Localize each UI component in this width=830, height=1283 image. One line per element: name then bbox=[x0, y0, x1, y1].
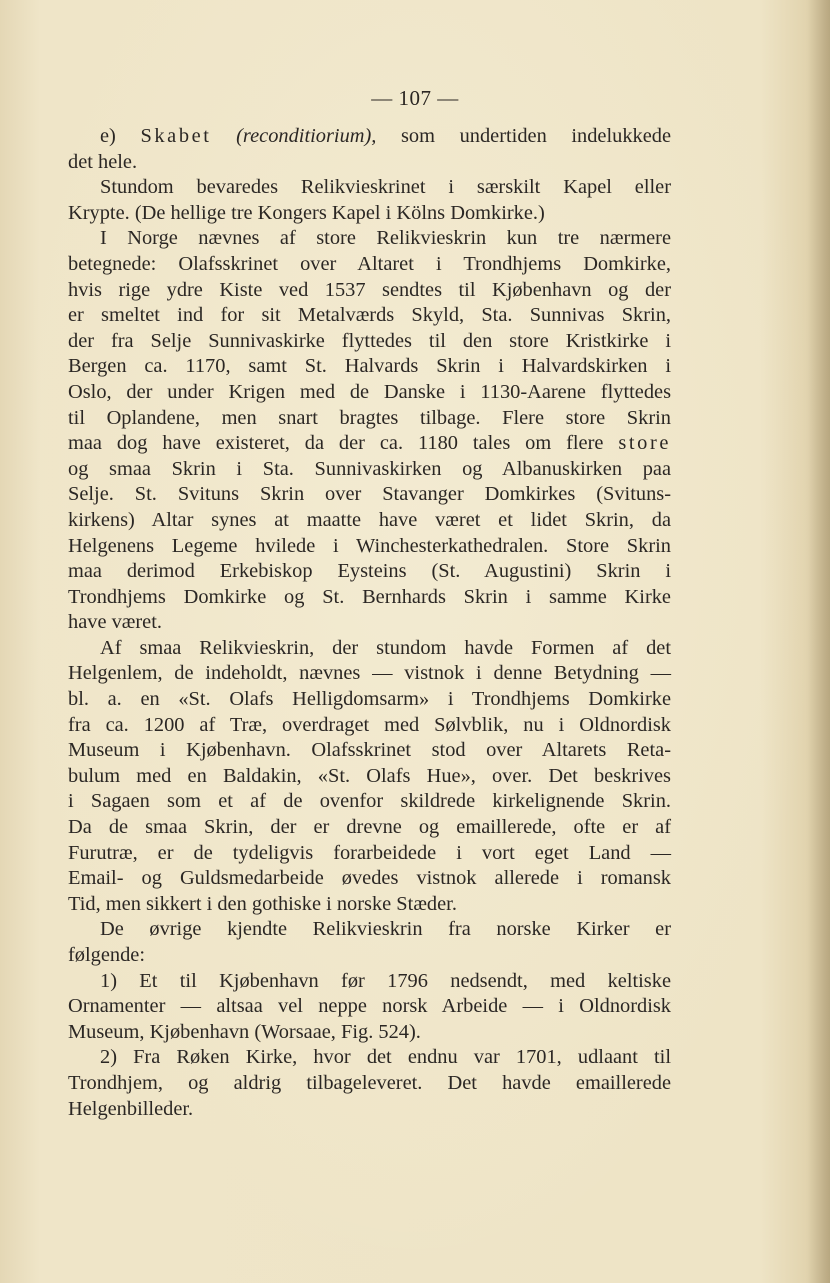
page-body bbox=[68, 124, 671, 1122]
paragraph-3-line: kirkens) Altar synes at maatte have været et lidet Skrin, da bbox=[68, 508, 671, 531]
paragraph-3-line: have været. bbox=[68, 611, 162, 634]
paragraph-3-line: til Oplandene, men snart bragtes tilbage. Flere store Skrin bbox=[68, 406, 671, 429]
list-item-2-line: Trondhjem, og aldrig tilbageleveret. Det havde emaillerede bbox=[68, 1071, 671, 1094]
list-item-1-line: Museum, Kjøbenhavn (Worsaae, Fig. 524). bbox=[68, 1020, 421, 1043]
list-item-1-line: Ornamenter — altsaa vel neppe norsk Arbeide — i Oldnordisk bbox=[68, 995, 671, 1018]
page-edge-shadow bbox=[808, 0, 830, 1283]
paragraph-4-line: Af smaa Relikvieskrin, der stundom havde Formen af det bbox=[100, 636, 671, 659]
list-item-2-line: Helgenbilleder. bbox=[68, 1097, 194, 1120]
spaced-word-store: store bbox=[618, 432, 671, 455]
paragraph-2-line: Stundom bevaredes Relikvieskrinet i særskilt Kapel eller bbox=[100, 176, 671, 199]
page-number: — 107 — bbox=[371, 86, 459, 110]
paragraph-4-line: Furutræ, er de tydeligvis forarbeidede i vort eget Land — bbox=[68, 841, 671, 864]
paragraph-3-line: Oslo, der under Krigen med de Danske i 1130-Aarene flyttedes bbox=[68, 380, 671, 403]
paragraph-3-line: er smeltet ind for sit Metalværds Skyld, Sta. Sunnivas Skrin, bbox=[68, 304, 671, 327]
paragraph-3-line: I Norge nævnes af store Relikvieskrin kun tre nærmere bbox=[100, 227, 671, 250]
paragraph-3-line: Trondhjems Domkirke og St. Bernhards Skrin i samme Kirke bbox=[68, 585, 671, 608]
latin-term: (reconditiorium), bbox=[236, 125, 377, 147]
paragraph-3-line: og smaa Skrin i Sta. Sunnivaskirken og Albanuskirken paa bbox=[68, 457, 671, 480]
paragraph-3-line: Selje. St. Svituns Skrin over Stavanger Domkirkes (Svituns- bbox=[68, 483, 671, 506]
paragraph-5-line: følgende: bbox=[68, 944, 146, 966]
paragraph-4-line: fra ca. 1200 af Træ, overdraget med Sølvblik, nu i Oldnordisk bbox=[68, 713, 671, 736]
item-label: e) bbox=[100, 125, 116, 147]
paragraph-4-line: Helgenlem, de indeholdt, nævnes — vistnok i denne Betydning — bbox=[68, 662, 671, 685]
paragraph-1-line: det hele. bbox=[68, 150, 138, 173]
paragraph-4-line: Da de smaa Skrin, der er drevne og emaillerede, ofte er af bbox=[68, 816, 671, 839]
list-item-1-line: 1) Et til Kjøbenhavn før 1796 nedsendt, med keltiske bbox=[100, 969, 671, 992]
paragraph-3-line: maa derimod Erkebiskop Eysteins (St. Augustini) Skrin i bbox=[68, 560, 671, 583]
paragraph-4-line: bulum med en Baldakin, «St. Olafs Hue», over. Det beskrives bbox=[68, 764, 671, 787]
paragraph-5-line: De øvrige kjendte Relikvieskrin fra norske Kirker er bbox=[100, 918, 671, 941]
paragraph-1-line bbox=[68, 124, 671, 150]
paragraph-3-line: Bergen ca. 1170, samt St. Halvards Skrin i Halvardskirken i bbox=[68, 355, 671, 378]
paragraph-4-line: i Sagaen som et af de ovenfor skildrede kirkelignende Skrin. bbox=[68, 790, 671, 813]
paragraph-4-line: Email- og Guldsmedarbeide øvedes vistnok allerede i romansk bbox=[68, 867, 671, 890]
paragraph-4-line: Museum i Kjøbenhavn. Olafsskrinet stod over Altarets Reta- bbox=[68, 739, 671, 762]
paragraph-3-text: maa dog have existeret, da der ca. 1180 tales om flere bbox=[68, 432, 604, 455]
term-skabet: Skabet bbox=[140, 125, 212, 147]
list-item-2-line: 2) Fra Røken Kirke, hvor det endnu var 1701, udlaant til bbox=[100, 1046, 671, 1069]
paragraph-3-line bbox=[68, 431, 671, 457]
paragraph-3-line: betegnede: Olafsskrinet over Altaret i Trondhjems Domkirke, bbox=[68, 252, 671, 275]
paragraph-4-line: Tid, men sikkert i den gothiske i norske Stæder. bbox=[68, 892, 457, 915]
paragraph-1-text: som undertiden indelukkede bbox=[401, 125, 671, 147]
paragraph-4-line: bl. a. en «St. Olafs Helligdomsarm» i Trondhjems Domkirke bbox=[68, 688, 671, 711]
paragraph-3-line: der fra Selje Sunnivaskirke flyttedes til den store Kristkirke i bbox=[68, 329, 671, 352]
paragraph-2-line: Krypte. (De hellige tre Kongers Kapel i Kölns Domkirke.) bbox=[68, 201, 545, 224]
paragraph-3-line: Helgenens Legeme hvilede i Winchesterkathedralen. Store Skrin bbox=[68, 534, 671, 557]
paragraph-3-line: hvis rige ydre Kiste ved 1537 sendtes til Kjøbenhavn og der bbox=[68, 278, 671, 301]
